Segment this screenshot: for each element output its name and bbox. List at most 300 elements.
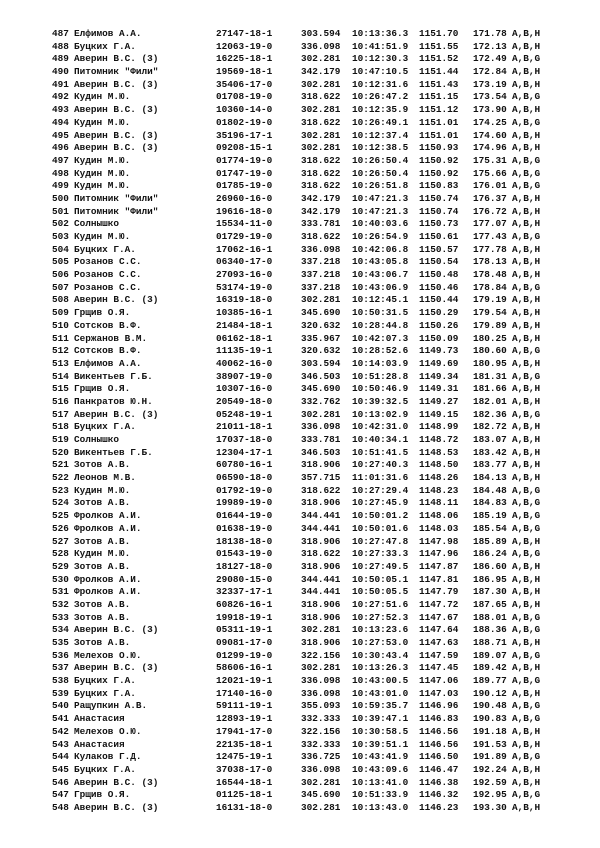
arrival-time: 10:30:43.4 <box>352 649 409 661</box>
ring-number: 22135-18-1 <box>216 738 273 750</box>
fancier-name: Анастасия <box>74 738 125 750</box>
distance: 303.594 <box>301 357 341 369</box>
place-number: 528 <box>52 548 69 560</box>
place-number: 535 <box>52 637 69 648</box>
category: A,B,H <box>512 560 541 572</box>
category: A,B,H <box>512 205 541 217</box>
table-row <box>50 802 580 815</box>
place-number: 510 <box>52 319 69 331</box>
table-row <box>50 358 580 371</box>
table-row <box>50 536 580 549</box>
table-row <box>50 574 580 587</box>
fancier-name: Розанов С.С. <box>74 281 142 293</box>
distance: 336.098 <box>301 243 341 255</box>
place-number: 514 <box>52 370 69 382</box>
fancier-name: Зотов А.В. <box>74 598 131 610</box>
ring-number: 01774-19-0 <box>216 154 273 166</box>
fancier-name: Грщив О.Я. <box>74 307 131 319</box>
fancier-name: Фролков А.И. <box>74 586 142 598</box>
category: A,B,G <box>512 649 541 661</box>
arrival-time: 10:51:41.5 <box>352 446 409 458</box>
place-number: 544 <box>52 751 69 763</box>
arrival-time: 10:47:21.3 <box>352 192 409 204</box>
points: 188.71 <box>473 637 507 648</box>
velocity: 1147.87 <box>419 560 459 572</box>
velocity: 1148.99 <box>419 421 459 433</box>
velocity: 1148.06 <box>419 510 459 522</box>
ring-number: 38907-19-0 <box>216 370 273 382</box>
velocity: 1146.83 <box>419 713 459 725</box>
velocity: 1148.53 <box>419 446 459 458</box>
ring-number: 19616-18-0 <box>216 205 273 217</box>
table-row <box>50 91 580 104</box>
points: 183.07 <box>473 434 507 445</box>
points: 189.42 <box>473 662 507 674</box>
table-row <box>50 739 580 752</box>
table-row <box>50 79 580 92</box>
points: 174.96 <box>473 142 507 154</box>
distance: 318.622 <box>301 231 341 242</box>
points: 174.60 <box>473 129 507 141</box>
place-number: 529 <box>52 560 69 572</box>
place-number: 518 <box>52 421 69 433</box>
points: 185.19 <box>473 510 507 522</box>
arrival-time: 10:43:05.8 <box>352 256 409 268</box>
place-number: 537 <box>52 662 69 674</box>
arrival-time: 10:12:30.3 <box>352 53 409 65</box>
ring-number: 20549-18-0 <box>216 395 273 407</box>
fancier-name: Кулаков Г.Д. <box>74 751 142 763</box>
arrival-time: 10:26:54.9 <box>352 231 409 242</box>
fancier-name: Аверин В.С. (3) <box>74 662 159 674</box>
fancier-name: Елфимов А.А. <box>74 28 142 39</box>
place-number: 492 <box>52 91 69 103</box>
points: 178.84 <box>473 281 507 293</box>
fancier-name: Буцких Г.А. <box>74 40 136 52</box>
category: A,B,H <box>512 142 541 154</box>
category: A,B,G <box>512 484 541 496</box>
velocity: 1148.03 <box>419 522 459 534</box>
points: 188.01 <box>473 611 507 623</box>
category: A,B,H <box>512 776 541 788</box>
category: A,B,H <box>512 421 541 433</box>
points: 186.95 <box>473 573 507 585</box>
arrival-time: 10:47:21.3 <box>352 205 409 217</box>
ring-number: 01792-19-0 <box>216 484 273 496</box>
fancier-name: Солнышко <box>74 218 120 230</box>
distance: 333.781 <box>301 218 341 230</box>
table-row <box>50 662 580 675</box>
distance: 302.281 <box>301 294 341 306</box>
points: 182.36 <box>473 408 507 420</box>
ring-number: 01125-18-1 <box>216 789 273 801</box>
distance: 333.781 <box>301 434 341 445</box>
arrival-time: 10:12:31.6 <box>352 78 409 90</box>
table-row <box>50 294 580 307</box>
place-number: 532 <box>52 598 69 610</box>
distance: 318.906 <box>301 535 341 547</box>
place-number: 498 <box>52 167 69 179</box>
arrival-time: 10:50:05.1 <box>352 573 409 585</box>
points: 183.42 <box>473 446 507 458</box>
category: A,B,H <box>512 637 541 648</box>
points: 173.54 <box>473 91 507 103</box>
ring-number: 15534-11-0 <box>216 218 273 230</box>
distance: 332.762 <box>301 395 341 407</box>
distance: 318.906 <box>301 459 341 471</box>
category: A,B,H <box>512 256 541 268</box>
velocity: 1150.74 <box>419 205 459 217</box>
place-number: 538 <box>52 675 69 687</box>
fancier-name: Аверин В.С. (3) <box>74 801 159 813</box>
points: 176.01 <box>473 180 507 192</box>
points: 178.13 <box>473 256 507 268</box>
velocity: 1147.59 <box>419 649 459 661</box>
fancier-name: Розанов С.С. <box>74 256 142 268</box>
place-number: 488 <box>52 40 69 52</box>
ring-number: 37038-17-0 <box>216 763 273 775</box>
category: A,B,H <box>512 687 541 699</box>
category: A,B,H <box>512 66 541 78</box>
distance: 344.441 <box>301 586 341 598</box>
distance: 302.281 <box>301 624 341 636</box>
ring-number: 18138-18-0 <box>216 535 273 547</box>
place-number: 533 <box>52 611 69 623</box>
ring-number: 60826-16-1 <box>216 598 273 610</box>
arrival-time: 10:43:06.7 <box>352 269 409 281</box>
ring-number: 12893-19-1 <box>216 713 273 725</box>
distance: 345.690 <box>301 789 341 801</box>
category: A,B,G <box>512 231 541 242</box>
points: 173.90 <box>473 104 507 116</box>
place-number: 546 <box>52 776 69 788</box>
category: A,B,H <box>512 129 541 141</box>
table-row <box>50 345 580 358</box>
ring-number: 27147-18-1 <box>216 28 273 39</box>
arrival-time: 10:43:06.9 <box>352 281 409 293</box>
distance: 322.156 <box>301 725 341 737</box>
points: 190.48 <box>473 700 507 712</box>
fancier-name: Кудин М.Ю. <box>74 548 131 560</box>
distance: 342.179 <box>301 192 341 204</box>
distance: 346.503 <box>301 446 341 458</box>
fancier-name: Зотов А.В. <box>74 560 131 572</box>
distance: 342.179 <box>301 205 341 217</box>
fancier-name: Фролков А.И. <box>74 510 142 522</box>
category: A,B,G <box>512 700 541 712</box>
velocity: 1150.29 <box>419 307 459 319</box>
points: 192.24 <box>473 763 507 775</box>
arrival-time: 10:13:23.6 <box>352 624 409 636</box>
ring-number: 19569-18-1 <box>216 66 273 78</box>
ring-number: 16131-18-0 <box>216 801 273 813</box>
arrival-time: 10:42:06.8 <box>352 243 409 255</box>
place-number: 521 <box>52 459 69 471</box>
place-number: 519 <box>52 434 69 445</box>
place-number: 499 <box>52 180 69 192</box>
category: A,B,G <box>512 751 541 763</box>
velocity: 1147.96 <box>419 548 459 560</box>
category: A,B,H <box>512 218 541 230</box>
points: 179.89 <box>473 319 507 331</box>
place-number: 513 <box>52 357 69 369</box>
fancier-name: Буцких Г.А. <box>74 763 136 775</box>
table-row <box>50 586 580 599</box>
distance: 318.622 <box>301 154 341 166</box>
place-number: 506 <box>52 269 69 281</box>
ring-number: 09081-17-0 <box>216 637 273 648</box>
table-row <box>50 231 580 244</box>
points: 177.07 <box>473 218 507 230</box>
velocity: 1151.01 <box>419 129 459 141</box>
table-row <box>50 650 580 663</box>
distance: 318.906 <box>301 560 341 572</box>
points: 174.25 <box>473 116 507 128</box>
place-number: 494 <box>52 116 69 128</box>
fancier-name: Зотов А.В. <box>74 637 131 648</box>
velocity: 1150.46 <box>419 281 459 293</box>
ring-number: 10360-14-0 <box>216 104 273 116</box>
ring-number: 12475-19-1 <box>216 751 273 763</box>
category: A,B,H <box>512 434 541 445</box>
fancier-name: Сержанов В.М. <box>74 332 148 344</box>
table-row <box>50 624 580 637</box>
arrival-time: 10:40:03.6 <box>352 218 409 230</box>
points: 184.83 <box>473 497 507 509</box>
fancier-name: Зотов А.В. <box>74 497 131 509</box>
arrival-time: 10:51:28.8 <box>352 370 409 382</box>
table-row <box>50 206 580 219</box>
ring-number: 16225-18-1 <box>216 53 273 65</box>
arrival-time: 10:26:50.4 <box>352 154 409 166</box>
ring-number: 59111-19-1 <box>216 700 273 712</box>
arrival-time: 10:12:37.4 <box>352 129 409 141</box>
arrival-time: 10:42:31.0 <box>352 421 409 433</box>
arrival-time: 10:27:53.0 <box>352 637 409 648</box>
velocity: 1147.81 <box>419 573 459 585</box>
points: 176.72 <box>473 205 507 217</box>
arrival-time: 10:50:01.6 <box>352 522 409 534</box>
category: A,B,G <box>512 497 541 509</box>
ring-number: 17140-16-0 <box>216 687 273 699</box>
distance: 303.594 <box>301 28 341 39</box>
velocity: 1146.23 <box>419 801 459 813</box>
distance: 344.441 <box>301 522 341 534</box>
ring-number: 19918-19-1 <box>216 611 273 623</box>
fancier-name: Кудин М.Ю. <box>74 91 131 103</box>
category: A,B,H <box>512 459 541 471</box>
table-row <box>50 396 580 409</box>
place-number: 495 <box>52 129 69 141</box>
arrival-time: 10:12:45.1 <box>352 294 409 306</box>
place-number: 487 <box>52 28 69 39</box>
category: A,B,H <box>512 307 541 319</box>
table-row <box>50 244 580 257</box>
arrival-time: 10:43:41.9 <box>352 751 409 763</box>
velocity: 1150.09 <box>419 332 459 344</box>
ring-number: 06590-18-0 <box>216 472 273 484</box>
ring-number: 09208-15-1 <box>216 142 273 154</box>
category: A,B,G <box>512 345 541 357</box>
ring-number: 53174-19-0 <box>216 281 273 293</box>
points: 193.30 <box>473 801 507 813</box>
fancier-name: Солнышко <box>74 434 120 445</box>
points: 172.84 <box>473 66 507 78</box>
ring-number: 05311-19-1 <box>216 624 273 636</box>
points: 179.19 <box>473 294 507 306</box>
table-row <box>50 599 580 612</box>
table-row <box>50 104 580 117</box>
velocity: 1151.55 <box>419 40 459 52</box>
table-row <box>50 282 580 295</box>
fancier-name: Зотов А.В. <box>74 535 131 547</box>
distance: 302.281 <box>301 142 341 154</box>
points: 180.25 <box>473 332 507 344</box>
distance: 336.725 <box>301 751 341 763</box>
table-row <box>50 700 580 713</box>
ring-number: 01747-19-0 <box>216 167 273 179</box>
fancier-name: Леонов М.В. <box>74 472 136 484</box>
points: 191.18 <box>473 725 507 737</box>
ring-number: 21484-18-1 <box>216 319 273 331</box>
velocity: 1147.98 <box>419 535 459 547</box>
fancier-name: Аверин В.С. (3) <box>74 53 159 65</box>
place-number: 502 <box>52 218 69 230</box>
category: A,B,G <box>512 53 541 65</box>
velocity: 1149.34 <box>419 370 459 382</box>
category: A,B,H <box>512 738 541 750</box>
place-number: 516 <box>52 395 69 407</box>
ring-number: 01644-19-0 <box>216 510 273 522</box>
velocity: 1147.45 <box>419 662 459 674</box>
velocity: 1149.15 <box>419 408 459 420</box>
distance: 318.906 <box>301 611 341 623</box>
table-row <box>50 548 580 561</box>
distance: 318.906 <box>301 637 341 648</box>
fancier-name: Питомник "Фили" <box>74 192 159 204</box>
table-row <box>50 777 580 790</box>
table-row <box>50 434 580 447</box>
arrival-time: 10:39:51.1 <box>352 738 409 750</box>
points: 186.60 <box>473 560 507 572</box>
table-row <box>50 472 580 485</box>
velocity: 1146.32 <box>419 789 459 801</box>
velocity: 1147.72 <box>419 598 459 610</box>
table-row <box>50 764 580 777</box>
category: A,B,H <box>512 573 541 585</box>
fancier-name: Зотов А.В. <box>74 611 131 623</box>
fancier-name: Ращупкин А.В. <box>74 700 148 712</box>
distance: 332.333 <box>301 738 341 750</box>
ring-number: 17037-18-0 <box>216 434 273 445</box>
table-row <box>50 713 580 726</box>
ring-number: 12063-19-0 <box>216 40 273 52</box>
distance: 345.690 <box>301 383 341 395</box>
arrival-time: 10:41:51.9 <box>352 40 409 52</box>
ring-number: 21011-18-1 <box>216 421 273 433</box>
ring-number: 58606-16-1 <box>216 662 273 674</box>
table-row <box>50 333 580 346</box>
arrival-time: 10:39:32.5 <box>352 395 409 407</box>
table-row <box>50 117 580 130</box>
distance: 318.906 <box>301 598 341 610</box>
place-number: 507 <box>52 281 69 293</box>
distance: 320.632 <box>301 345 341 357</box>
arrival-time: 10:43:00.5 <box>352 675 409 687</box>
place-number: 548 <box>52 801 69 813</box>
ring-number: 60780-16-1 <box>216 459 273 471</box>
fancier-name: Мелехов О.Ю. <box>74 725 142 737</box>
points: 185.54 <box>473 522 507 534</box>
table-row <box>50 155 580 168</box>
fancier-name: Кудин М.Ю. <box>74 484 131 496</box>
velocity: 1150.92 <box>419 167 459 179</box>
points: 172.13 <box>473 40 507 52</box>
category: A,B,H <box>512 763 541 775</box>
velocity: 1146.96 <box>419 700 459 712</box>
place-number: 526 <box>52 522 69 534</box>
fancier-name: Зотов А.В. <box>74 459 131 471</box>
ring-number: 17941-17-0 <box>216 725 273 737</box>
points: 175.66 <box>473 167 507 179</box>
points: 180.60 <box>473 345 507 357</box>
table-row <box>50 269 580 282</box>
ring-number: 27093-16-0 <box>216 269 273 281</box>
category: A,B,H <box>512 725 541 737</box>
ring-number: 12304-17-1 <box>216 446 273 458</box>
category: A,B,G <box>512 116 541 128</box>
distance: 342.179 <box>301 66 341 78</box>
fancier-name: Сотсков В.Ф. <box>74 319 142 331</box>
category: A,B,G <box>512 713 541 725</box>
fancier-name: Грщив О.Я. <box>74 383 131 395</box>
velocity: 1149.31 <box>419 383 459 395</box>
category: A,B,G <box>512 281 541 293</box>
points: 171.78 <box>473 28 507 39</box>
arrival-time: 10:40:34.1 <box>352 434 409 445</box>
ring-number: 06340-17-0 <box>216 256 273 268</box>
distance: 318.906 <box>301 497 341 509</box>
fancier-name: Аверин В.С. (3) <box>74 408 159 420</box>
arrival-time: 11:01:31.6 <box>352 472 409 484</box>
arrival-time: 10:14:03.9 <box>352 357 409 369</box>
place-number: 524 <box>52 497 69 509</box>
distance: 336.098 <box>301 763 341 775</box>
place-number: 542 <box>52 725 69 737</box>
ring-number: 01543-19-0 <box>216 548 273 560</box>
place-number: 493 <box>52 104 69 116</box>
ring-number: 01802-19-0 <box>216 116 273 128</box>
velocity: 1151.70 <box>419 28 459 39</box>
place-number: 541 <box>52 713 69 725</box>
velocity: 1146.56 <box>419 725 459 737</box>
place-number: 531 <box>52 586 69 598</box>
velocity: 1150.73 <box>419 218 459 230</box>
category: A,B,H <box>512 104 541 116</box>
place-number: 543 <box>52 738 69 750</box>
distance: 302.281 <box>301 776 341 788</box>
velocity: 1147.67 <box>419 611 459 623</box>
category: A,B,G <box>512 789 541 801</box>
table-row <box>50 409 580 422</box>
place-number: 489 <box>52 53 69 65</box>
arrival-time: 10:50:31.5 <box>352 307 409 319</box>
velocity: 1149.73 <box>419 345 459 357</box>
fancier-name: Буцких Г.А. <box>74 687 136 699</box>
fancier-name: Кудин М.Ю. <box>74 180 131 192</box>
table-row <box>50 459 580 472</box>
category: A,B,H <box>512 383 541 395</box>
